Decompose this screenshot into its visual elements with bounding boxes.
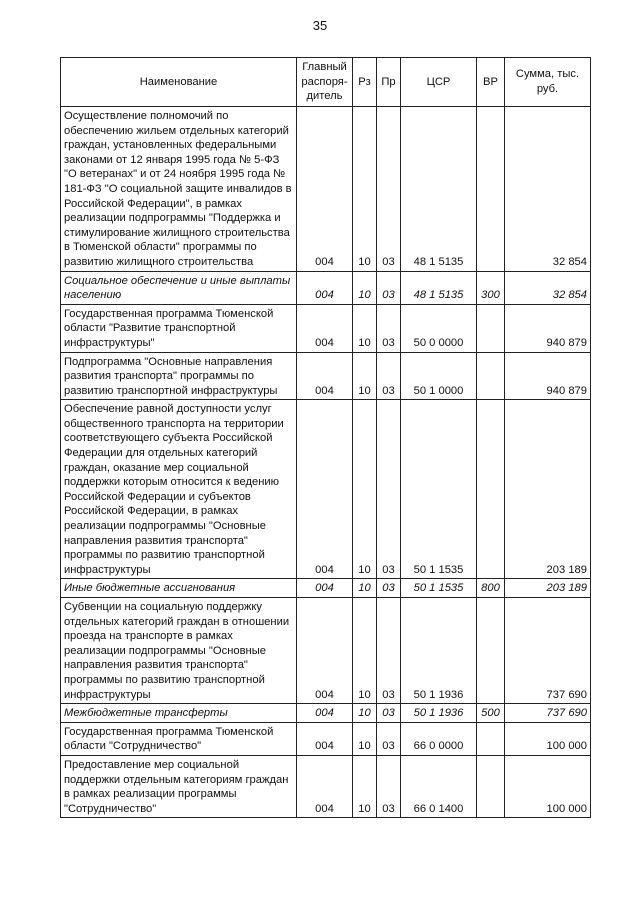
cell-sum: 737 690 [505, 704, 591, 723]
header-sum: Сумма, тыс. руб. [505, 58, 591, 107]
cell-vr [477, 722, 505, 755]
cell-pr: 03 [377, 271, 401, 304]
cell-vr [477, 400, 505, 579]
header-name: Наименование [61, 58, 297, 107]
cell-rz: 10 [353, 722, 377, 755]
cell-rz: 10 [353, 400, 377, 579]
cell-admin: 004 [297, 704, 353, 723]
cell-csr: 50 0 0000 [401, 304, 477, 352]
cell-pr: 03 [377, 755, 401, 817]
cell-rz: 10 [353, 107, 377, 272]
cell-csr: 50 1 1936 [401, 704, 477, 723]
cell-vr [477, 304, 505, 352]
cell-name: Субвенции на социальную поддержку отдельных категорий граждан в отношении проезда на транспорте в рамках реализации подпрограммы "Основные направления развития транспорта" программы по развитию транспортной инфраструктуры [61, 598, 297, 704]
budget-table [60, 57, 591, 818]
cell-admin: 004 [297, 755, 353, 817]
cell-rz: 10 [353, 704, 377, 723]
cell-rz: 10 [353, 579, 377, 598]
cell-name: Государственная программа Тюменской области "Развитие транспортной инфраструктуры" [61, 304, 297, 352]
cell-admin: 004 [297, 304, 353, 352]
header-admin: Главный распоря-дитель [297, 58, 353, 107]
cell-sum: 203 189 [505, 579, 591, 598]
table-row [61, 107, 591, 272]
table-row [61, 400, 591, 579]
cell-rz: 10 [353, 304, 377, 352]
cell-sum: 940 879 [505, 352, 591, 400]
header-vr: ВР [477, 58, 505, 107]
cell-vr: 500 [477, 704, 505, 723]
cell-name: Подпрограмма "Основные направления развития транспорта" программы по развитию транспортной инфраструктуры [61, 352, 297, 400]
cell-rz: 10 [353, 755, 377, 817]
cell-rz: 10 [353, 271, 377, 304]
cell-sum: 100 000 [505, 755, 591, 817]
cell-csr: 50 1 1535 [401, 400, 477, 579]
cell-csr: 48 1 5135 [401, 107, 477, 272]
cell-vr [477, 352, 505, 400]
cell-csr: 50 1 1535 [401, 579, 477, 598]
table-row [61, 704, 591, 723]
cell-csr: 66 0 1400 [401, 755, 477, 817]
cell-rz: 10 [353, 352, 377, 400]
cell-name: Обеспечение равной доступности услуг общественного транспорта на территории соответствующего субъекта Российской Федерации для отдельных категорий граждан, оказание мер социальной поддержки которым относится к ведению Российской Федерации и субъектов Российской Федерации, в рамках реализации подпрограммы "Основные направления развития транспорта" программы по развитию транспортной инфраструктуры [61, 400, 297, 579]
table-row [61, 304, 591, 352]
table-row [61, 598, 591, 704]
cell-admin: 004 [297, 722, 353, 755]
header-pr: Пр [377, 58, 401, 107]
cell-pr: 03 [377, 598, 401, 704]
cell-csr: 66 0 0000 [401, 722, 477, 755]
cell-pr: 03 [377, 304, 401, 352]
cell-sum: 940 879 [505, 304, 591, 352]
cell-name: Межбюджетные трансферты [61, 704, 297, 723]
page-number: 35 [312, 18, 328, 33]
cell-admin: 004 [297, 352, 353, 400]
cell-sum: 203 189 [505, 400, 591, 579]
table-row [61, 579, 591, 598]
cell-rz: 10 [353, 598, 377, 704]
cell-name: Социальное обеспечение и иные выплаты населению [61, 271, 297, 304]
cell-vr [477, 598, 505, 704]
cell-name: Осуществление полномочий по обеспечению жильем отдельных категорий граждан, установленных федеральными законами от 12 января 1995 года № 5-ФЗ "О ветеранах" и от 24 ноября 1995 года № 181-ФЗ "О социальной защите инвалидов в Российской Федерации", в рамках реализации подпрограммы "Поддержка и стимулирование жилищного строительства в Тюменской области" программы по развитию жилищного строительства [61, 107, 297, 272]
cell-pr: 03 [377, 722, 401, 755]
cell-vr: 800 [477, 579, 505, 598]
cell-vr [477, 755, 505, 817]
cell-admin: 004 [297, 579, 353, 598]
table-row [61, 722, 591, 755]
table-row [61, 352, 591, 400]
cell-admin: 004 [297, 400, 353, 579]
cell-pr: 03 [377, 579, 401, 598]
cell-pr: 03 [377, 107, 401, 272]
cell-vr: 300 [477, 271, 505, 304]
cell-vr [477, 107, 505, 272]
cell-pr: 03 [377, 704, 401, 723]
cell-csr: 50 1 1936 [401, 598, 477, 704]
header-csr: ЦСР [401, 58, 477, 107]
table-row [61, 271, 591, 304]
cell-admin: 004 [297, 107, 353, 272]
table-header-row [61, 58, 591, 107]
cell-sum: 32 854 [505, 107, 591, 272]
header-rz: Рз [353, 58, 377, 107]
cell-sum: 737 690 [505, 598, 591, 704]
cell-csr: 50 1 0000 [401, 352, 477, 400]
cell-pr: 03 [377, 352, 401, 400]
cell-admin: 004 [297, 271, 353, 304]
cell-csr: 48 1 5135 [401, 271, 477, 304]
cell-sum: 32 854 [505, 271, 591, 304]
table-row [61, 755, 591, 817]
cell-name: Государственная программа Тюменской области "Сотрудничество" [61, 722, 297, 755]
cell-name: Иные бюджетные ассигнования [61, 579, 297, 598]
cell-admin: 004 [297, 598, 353, 704]
cell-name: Предоставление мер социальной поддержки отдельным категориям граждан в рамках реализации программы "Сотрудничество" [61, 755, 297, 817]
cell-pr: 03 [377, 400, 401, 579]
cell-sum: 100 000 [505, 722, 591, 755]
